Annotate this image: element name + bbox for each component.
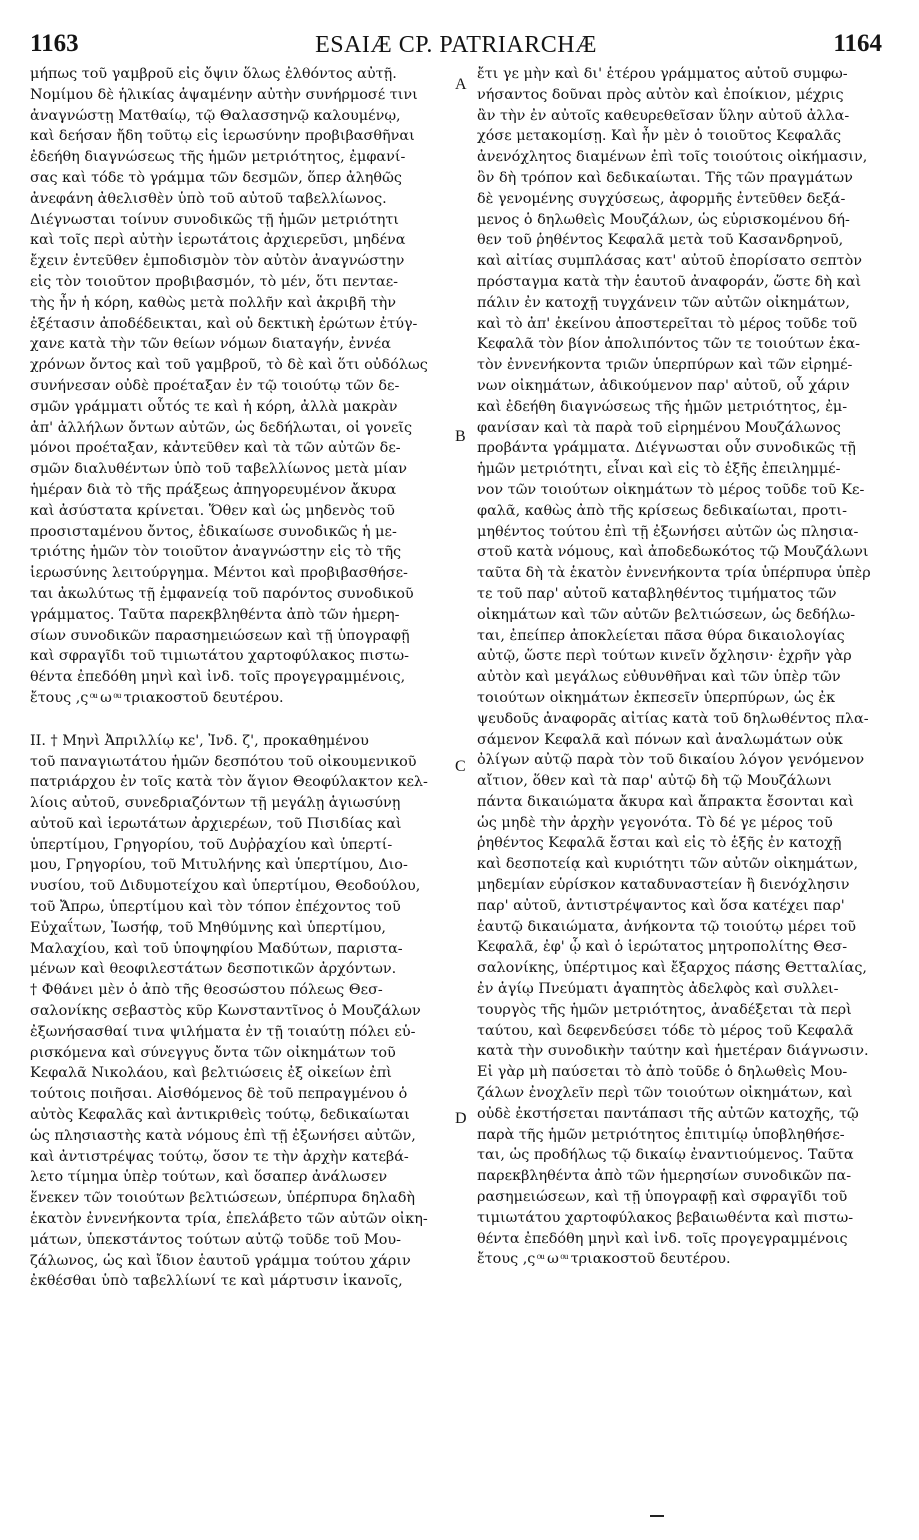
text-line: μηθέντος τούτου ἐπὶ τῇ ἐξωνήσει αὐτῶν ὡς πλησια-	[477, 523, 859, 540]
text-line: ἔτους ,ς ͦ ͧ ω ͦ ͧ τριακοστοῦ δευτέρου.	[477, 1251, 731, 1268]
text-line: Εἰ γὰρ μὴ παύσεται τὸ ἀπὸ τοῦδε ὁ δηλωθεὶς Μου-	[477, 1064, 848, 1081]
text-line: ἔτους ,ς ͦ ͧ ω ͦ ͧ τριακοστοῦ δευτέρου.	[30, 689, 284, 706]
text-line: γράμματος. Ταῦτα παρεκβληθέντα ἀπὸ τῶν ἡμερη-	[30, 606, 400, 623]
text-line: πάλιν ἐν κατοχῇ τυγχάνειν τῶν αὐτῶν οἰκημάτων,	[477, 294, 850, 311]
text-line: τιμιωτάτου χαρτοφύλακος βεβαιωθέντα καὶ πιστω-	[477, 1209, 854, 1226]
text-line: τε τοῦ παρ' αὐτοῦ καταβληθέντος τιμήματος τῶν	[477, 585, 837, 602]
text-line: λίοις αὐτοῦ, συνεδριαζόντων τῇ μεγάλῃ ἁγιωσύνῃ	[30, 795, 401, 812]
text-line: ἔχειν ἐντεῦθεν ἐμποδισμὸν τὸν αὐτὸν ἀναγνώστην	[30, 253, 405, 270]
text-line: ἡμέραν διὰ τὸ τῆς πράξεως ἀπηγορευμένον ἄκυρα	[30, 481, 397, 498]
left-text-column	[30, 64, 457, 1524]
text-line: οὐδὲ ἐκστήσεται παντάπασι τῆς αὐτῶν κατοχῆς, τῷ	[477, 1105, 859, 1122]
text-line: ὃν δὴ τρόπον καὶ δεδικαίωται. Τῆς τῶν πραγμάτων	[477, 169, 853, 186]
text-line: † Φθάνει μὲν ὁ ἀπὸ τῆς θεοσώστου πόλεως Θεσ-	[30, 982, 383, 999]
text-line: ἑαυτῷ δικαιώματα, ἀνήκοντα τῷ τοιούτῳ μέρει τοῦ	[477, 918, 857, 935]
margin-letter-b: B	[455, 428, 466, 445]
text-line: νυσίου, τοῦ Διδυμοτείχου καὶ ὑπερτίμου, Θεοδούλου,	[30, 878, 421, 895]
text-line: σμῶν γράμματι οὗτός τε καὶ ἡ κόρη, ἀλλὰ μακρὰν	[30, 398, 398, 415]
text-line: πρόσταγμα κατὰ τὴν ἑαυτοῦ ἀναφοράν, ὥστε δὴ καὶ	[477, 273, 862, 290]
text-line: τριότης ἡμῶν τὸν τοιοῦτον ἀναγνώστην εἰς τὸ τῆς	[30, 544, 402, 561]
text-line: ἀνενόχλητος διαμένων ἐπὶ τοῖς τοιούτοις οἰκήμασιν,	[477, 149, 868, 166]
page-number-left: 1163	[30, 30, 79, 57]
text-line: μηδεμίαν εὑρίσκον καταδυναστείαν ἢ διενόχλησιν	[477, 877, 850, 894]
text-line: αὐτοῦ καὶ ἱερωτάτων ἀρχιερέων, τοῦ Πισιδίας καὶ	[30, 815, 402, 832]
text-line: νων οἰκημάτων, ἀδικούμενον παρ' αὐτοῦ, οὗ χάριν	[477, 377, 850, 394]
text-line: χόσε μετακομίσῃ. Καὶ ἦν μὲν ὁ τοιοῦτος Κεφαλᾶς	[477, 128, 842, 145]
text-line: καὶ αἰτίας συμπλάσας κατ' αὐτοῦ ἐπορίσατο σεπτὸν	[477, 253, 863, 270]
text-line: II. † Μηνὶ Ἀπριλλίῳ κε', Ἰνδ. ζ', προκαθημένου	[30, 732, 369, 749]
text-line: μου, Γρηγορίου, τοῦ Μιτυλήνης καὶ ὑπερτίμου, Διο-	[30, 857, 408, 874]
text-line: ἕνεκεν τῶν τοιούτων βελτιώσεων, ὑπέρπυρα δηλαδὴ	[30, 1190, 416, 1207]
text-line: ταῦτα δὴ τὰ ἑκατὸν ἐννενήκοντα τρία ὑπέρπυρα ὑπὲρ	[477, 565, 871, 582]
text-line: Μαλαχίου, καὶ τοῦ ὑποψηφίου Μαδύτων, παριστα-	[30, 940, 403, 957]
text-line: ἡμῶν μετριότητι, εἶναι καὶ εἰς τὸ ἑξῆς ἐπειλημμέ-	[477, 461, 841, 478]
margin-letter-c: C	[455, 758, 466, 775]
text-line: αἴτιον, ὅθεν καὶ τὰ παρ' αὐτῷ δὴ τῷ Μουζάλωνι	[477, 773, 832, 790]
text-line: μήπως τοῦ γαμβροῦ εἰς ὄψιν ὅλως ἐλθόντος αὐτῇ.	[30, 66, 397, 82]
text-line: Κεφαλᾶ τὸν βίον ἀπολιπόντος τῶν τε τοιούτων ἑκα-	[477, 336, 861, 353]
text-line: ζάλων ἐνοχλεῖν περὶ τῶν τοιούτων οἰκημάτων, καὶ	[477, 1085, 853, 1102]
text-line: παρ' αὐτοῦ, ἀντιστρέψαντος καὶ ὅσα κατέχει παρ'	[477, 897, 845, 914]
text-line: ταύτου, καὶ δεφενδεύσει τόδε τὸ μέρος τοῦ Κεφαλᾶ	[477, 1022, 854, 1039]
text-line: ται, ἐπείπερ ἀποκλείεται πᾶσα θύρα δικαιολογίας	[477, 627, 845, 644]
end-rule	[650, 1515, 664, 1517]
text-line: θεν τοῦ ῥηθέντος Κεφαλᾶ μετὰ τοῦ Κασανδρηνοῦ,	[477, 232, 844, 249]
text-line: νήσαντος δοῦναι πρὸς αὐτὸν καὶ ἐποίκιον, μέχρις	[477, 86, 844, 103]
paragraph-gap	[30, 709, 457, 731]
text-line: ται, ὡς προδήλως τῷ δικαίῳ ἐναντιούμενος. Ταῦτα	[477, 1147, 854, 1164]
text-line: ὡς μηδὲ τὴν ἀρχὴν γεγονότα. Τὸ δέ γε μέρος τοῦ	[477, 814, 833, 831]
text-line: προσισταμένου ὄντος, ἐδικαίωσε συνοδικῶς ἡ με-	[30, 523, 397, 540]
text-line: σίων συνοδικῶν παρασημειώσεων καὶ τῇ ὑπογραφῇ	[30, 627, 410, 644]
running-title: ESAIÆ CP. PATRIARCHÆ	[315, 32, 597, 58]
margin-letter-a: A	[455, 76, 467, 93]
text-line: ἐν ἁγίῳ Πνεύματι ἀγαπητὸς ἀδελφὸς καὶ συλλει-	[477, 981, 839, 998]
text-line: ἑκατὸν ἐννενήκοντα τρία, ἐπελάβετο τῶν αὐτῶν οἰκη-	[30, 1211, 428, 1228]
text-line: σαλονίκης, ὑπέρτιμος καὶ ἔξαρχος πάσης Θετταλίας,	[477, 960, 867, 977]
text-line: Διέγνωσται τοίνυν συνοδικῶς τῇ ἡμῶν μετριότητι	[30, 211, 399, 228]
text-line: ἂν τὴν ἐν αὐτοῖς καθευρεθεῖσαν ὕλην αὐτοῦ ἀλλα-	[477, 107, 850, 124]
text-line: ἐξωνήσασθαί τινα ψιλήματα ἐν τῇ τοιαύτῃ πόλει εὑ-	[30, 1023, 416, 1040]
text-line: πατριάρχου ἐν τοῖς κατὰ τὸν ἅγιον Θεοφύλακτον κελ-	[30, 774, 428, 791]
page-header	[30, 30, 882, 66]
text-line: οἰκημάτων καὶ τῶν αὐτῶν βελτιώσεων, ὡς δεδήλω-	[477, 606, 856, 623]
text-line: κατὰ τὴν συνοδικὴν ταύτην καὶ ἡμετέραν διάγνωσιν.	[477, 1043, 869, 1060]
text-line: ἀναγνώστῃ Ματθαίῳ, τῷ Θαλασσηνῷ καλουμένῳ,	[30, 107, 401, 124]
text-line: παρὰ τῆς ἡμῶν μετριότητος ἐπιτιμίῳ ὑποβληθήσε-	[477, 1126, 845, 1143]
text-line: Εὐχαΐτων, Ἰωσήφ, τοῦ Μηθύμνης καὶ ὑπερτίμου,	[30, 919, 386, 936]
text-line: σάμενον Κεφαλᾶ καὶ πόνων καὶ ἀναλωμάτων οὐκ	[477, 731, 843, 748]
text-line: θέντα ἐπεδόθη μηνὶ καὶ ἰνδ. τοῖς προγεγραμμένοις,	[30, 669, 406, 686]
text-line: αὐτὸν καὶ μεγάλως εὐθυνθῆναι καὶ τῶν ὑπὲρ τῶν	[477, 669, 841, 686]
text-line: καὶ ἐδεήθη διαγνώσεως τῆς ἡμῶν μετριότητος, ἐμ-	[477, 398, 848, 415]
text-line: μένων καὶ θεοφιλεστάτων δεσποτικῶν ἀρχόντων.	[30, 961, 397, 978]
text-line: ρασημειώσεων, καὶ τῇ ὑπογραφῇ καὶ σφραγῖδι τοῦ	[477, 1189, 848, 1206]
text-line: μάτων, ὑπεκστάντος τούτων αὐτῷ τοῦδε τοῦ Μου-	[30, 1231, 401, 1248]
text-line: τοῦ Ἄπρω, ὑπερτίμου καὶ τὸν τόπον ἐπέχοντος τοῦ	[30, 899, 401, 916]
text-line: ἔτι γε μὴν καὶ δι' ἑτέρου γράμματος αὐτοῦ συμφω-	[477, 66, 848, 82]
text-line: νον τῶν τοιούτων οἰκημάτων τὸ μέρος τοῦδε τοῦ Κε-	[477, 481, 865, 498]
text-line: φανίσαν καὶ τὰ παρὰ τοῦ εἰρημένου Μουζάλωνος	[477, 419, 841, 436]
page-number-right: 1164	[833, 30, 882, 57]
text-line: σας καὶ τόδε τὸ γράμμα τῶν δεσμῶν, ὅπερ ἀληθῶς	[30, 169, 402, 186]
text-line: τὴς ἦν ἡ κόρη, καθὼς μετὰ πολλῆν καὶ ἀκριβῆ τὴν	[30, 294, 396, 311]
text-line: στοῦ κατὰ νόμους, καὶ ἀποδεδωκότος τῷ Μουζάλωνι	[477, 544, 869, 561]
text-line: ἐξέτασιν ἀποδέδεικται, καὶ οὐ δεκτικὴ ἐρώτων ἐτύγ-	[30, 315, 418, 332]
text-line: λετο τίμημα ὑπὲρ τούτων, καὶ ὅσαπερ ἀνάλωσεν	[30, 1169, 388, 1186]
text-line: δὲ γενομένης συγχύσεως, ἀφορμῆς ἐντεῦθεν δεξά-	[477, 190, 846, 207]
text-line: καὶ ἀντιστρέψας τούτῳ, ὅσον τε τὴν ἀρχὴν κατεβά-	[30, 1148, 409, 1165]
text-line: μενος ὁ δηλωθεὶς Μουζάλων, ὡς εὑρισκομένου δή-	[477, 211, 850, 228]
text-line: ἀνεφάνη ἀθελισθὲν ὑπὸ τοῦ αὐτοῦ ταβελλίωνος.	[30, 190, 387, 207]
text-line: σαλονίκης σεβαστὸς κῦρ Κωνσταντῖνος ὁ Μουζάλων	[30, 1003, 421, 1020]
text-line: ὡς πλησιαστὴς κατὰ νόμους ἐπὶ τῇ ἐξωνήσει αὐτῶν,	[30, 1127, 416, 1144]
text-line: φαλᾶ, καθὼς ἀπὸ τῆς κρίσεως δεδικαίωται, προτι-	[477, 502, 847, 519]
text-line: αὐτὸς Κεφαλᾶς καὶ ἀντικριθεὶς τούτῳ, δεδικαίωται	[30, 1107, 410, 1124]
text-line: ἐκθέσθαι ὑπὸ ταβελλίωνί τε καὶ μάρτυσιν ἱκανοῖς,	[30, 1273, 403, 1290]
text-line: τὸν ἐννενήκοντα τριῶν ὑπερπύρων καὶ τῶν εἰρημέ-	[477, 357, 853, 374]
text-line: ἀπ' ἀλλήλων ὄντων αὐτῶν, ὡς δεδήλωται, οἱ γονεῖς	[30, 419, 413, 436]
text-line: ὑπερτίμου, Γρηγορίου, τοῦ Δυῤῥαχίου καὶ ὑπερτί-	[30, 836, 393, 853]
text-line: Νομίμου δὲ ἡλικίας ἁψαμένην αὐτὴν συνήρμοσέ τινι	[30, 86, 418, 103]
text-line: σμῶν διαλυθέντων ὑπὸ τοῦ ταβελλίωνος μετὰ μίαν	[30, 461, 408, 478]
text-line: ψευδοῦς ἀναφορᾶς αἰτίας κατὰ τοῦ δηλωθέντος πλα-	[477, 710, 869, 727]
text-line: Κεφαλᾶ, ἐφ' ᾧ καὶ ὁ ἱερώτατος μητροπολίτης Θεσ-	[477, 939, 848, 956]
text-line: χανε κατὰ τὴν τῶν θείων νόμων διαταγήν, ἐννέα	[30, 336, 391, 353]
text-line: τοῦ παναγιωτάτου ἡμῶν δεσπότου τοῦ οἰκουμενικοῦ	[30, 753, 417, 770]
text-line: καὶ ἀσύστατα κρίνεται. Ὅθεν καὶ ὡς μηδενὸς τοῦ	[30, 502, 395, 519]
text-line: προβάντα γράμματα. Διέγνωσται οὖν συνοδικῶς τῇ	[477, 440, 856, 457]
text-line: θέντα ἐπεδόθη μηνὶ καὶ ἰνδ. τοῖς προγεγραμμένοις	[477, 1230, 848, 1247]
text-line: ζάλωνος, ὡς καὶ ἴδιον ἑαυτοῦ γράμμα τούτου χάριν	[30, 1252, 411, 1269]
text-line: καὶ δεσποτείᾳ καὶ κυριότητι τῶν αὐτῶν οἰκημάτων,	[477, 856, 859, 873]
text-line: Κεφαλᾶ Νικολάου, καὶ βελτιώσεις ἐξ οἰκείων ἐπὶ	[30, 1065, 392, 1082]
text-line: καὶ τὸ ἀπ' ἐκείνου ἀποστερεῖται τὸ μέρος τοῦδε τοῦ	[477, 315, 858, 332]
text-line: αὐτῷ, ὥστε περὶ τούτων κινεῖν ὄχλησιν· ἐχρῆν γὰρ	[477, 648, 852, 665]
text-line: ὀλίγων αὐτῷ παρὰ τὸν τοῦ δικαίου λόγον γενόμενον	[477, 752, 865, 769]
right-text-column	[477, 64, 884, 1524]
text-line: πάντα δικαιώματα ἄκυρα καὶ ἄπρακτα ἔσονται καὶ	[477, 793, 854, 810]
text-line: καὶ σφραγῖδι τοῦ τιμιωτάτου χαρτοφύλακος πιστω-	[30, 648, 409, 665]
text-line: ρισκόμενα καὶ σύνεγγυς ὄντα τῶν οἰκημάτων τοῦ	[30, 1044, 396, 1061]
text-line: μόνοι προέταξαν, κἀντεῦθεν καὶ τὰ τῶν αὐτῶν δε-	[30, 440, 401, 457]
text-line: παρεκβληθέντα ἀπὸ τῶν ἡμερησίων συνοδικῶν πα-	[477, 1168, 852, 1185]
text-line: εἰς τὸν τοιοῦτον προβιβασμόν, τὸ μέν, ὅτι πενταε-	[30, 273, 399, 290]
text-line: ἐδεήθη διαγνώσεως τῆς ἡμῶν μετριότητος, ἐμφανί-	[30, 149, 406, 166]
text-line: καὶ δεήσαν ἤδη τοῦτῳ εἰς ἱερωσύνην προβιβασθῆναι	[30, 128, 415, 145]
text-line: ῥηθέντος Κεφαλᾶ ἔσται καὶ εἰς τὸ ἑξῆς ἐν κατοχῇ	[477, 835, 842, 852]
text-line: ται ἀκωλύτως τῇ ἐμφανείᾳ τοῦ παρόντος συνοδικοῦ	[30, 585, 414, 602]
text-line: συνήνεσαν οὐδὲ προέταξαν ἐν τῷ τοιούτῳ τῶν δε-	[30, 377, 400, 394]
margin-letter-d: D	[455, 1110, 467, 1127]
text-line: τοιούτων οἰκημάτων ἐκπεσεῖν ὑπερπύρων, ὡς ἐκ	[477, 689, 836, 706]
text-line: ἱερωσύνης λειτούργημα. Μέντοι καὶ προβιβασθήσε-	[30, 565, 408, 582]
text-line: τουργὸς τῆς ἡμῶν μετριότητος, ἀναδέξεται τὰ περὶ	[477, 1001, 852, 1018]
text-line: τούτοις ποιῆσαι. Αἰσθόμενος δὲ τοῦ πεπραγμένου ὁ	[30, 1086, 408, 1103]
text-line: καὶ τοῖς περὶ αὐτὴν ἱερωτάτοις ἀρχιερεῦσι, μηδένα	[30, 232, 406, 249]
text-line: χρόνων ὄντος καὶ τοῦ γαμβροῦ, τὸ δὲ καὶ ὅτι οὐδόλως	[30, 357, 428, 374]
